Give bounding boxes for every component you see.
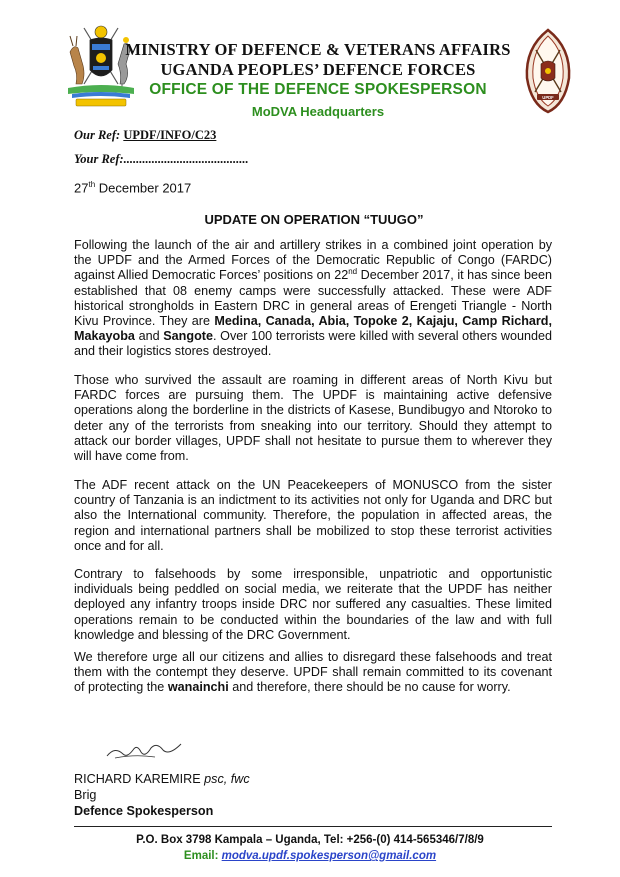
- our-reference: [74, 128, 216, 143]
- footer-address: P.O. Box 3798 Kampala – Uganda, Tel: +256-(0) 414-565346/7/8/9: [136, 834, 484, 846]
- office-heading: OFFICE OF THE DEFENCE SPOKESPERSON: [149, 81, 487, 98]
- signatory-title: Defence Spokesperson: [74, 804, 214, 818]
- paragraph-4: Contrary to falsehoods by some irresponsible, unpatriotic and opportunistic individuals being peddled on social media, we reiterate that the UPDF has neither deployed any infantry troops inside DRC nor suffered any casualties. These limited operations remain to be conducted within the boundaries of the law and with full knowledge and blessing of the DRC Government.: [74, 567, 552, 642]
- paragraph-5: We therefore urge all our citizens and allies to disregard these falsehoods and treat them with the contempt they deserve. UPDF shall remain committed to its covenant of protecting the wanainchi and therefore, there should be no cause for worry.: [74, 650, 552, 695]
- your-ref-value: ........................................: [123, 152, 249, 166]
- your-ref-label: Your Ref:: [74, 152, 124, 166]
- email-link[interactable]: modva.updf.spokesperson@gmail.com: [221, 850, 437, 862]
- paragraph-3: The ADF recent attack on the UN Peacekeepers of MONUSCO from the sister country of Tanzania is an indictment to its activities not only for Uganda and DRC but also the International community. Therefore, the population in affected areas, the region and international partners shall be mobilized to stop these terrorist activities once and for all.: [74, 478, 552, 553]
- paragraph-2: Those who survived the assault are roaming in different areas of North Kivu but FARDC forces are pursuing them. The UPDF is maintaining active defensive operations along the borderline in the districts of Kasese, Bundibugyo and Ntoroko to deter any of the terrorists from sneaking into our territory. Should they attempt to attack our border villages, UPDF shall not hesitate to pursue them to wherever they will have come from.: [74, 373, 552, 464]
- signature-icon: [105, 740, 185, 762]
- updf-heading: UGANDA PEOPLES’ DEFENCE FORCES: [160, 60, 476, 79]
- headquarters-heading: MoDVA Headquarters: [251, 104, 385, 119]
- letter-title: UPDATE ON OPERATION “TUUGO”: [204, 212, 424, 227]
- paragraph-1: Following the launch of the air and artillery strikes in a combined joint operation by the UPDF and the Armed Forces of the Democratic Republic of Congo (FARDC) against Allied Democratic Forces’ positions on 22nd December 2017, it has since been established that 08 enemy camps were successfully attacked. These were ADF historical strongholds in Eastern DRC in general areas of Erengeti Triangle - North Kivu Province. They are Medina, Canada, Abia, Topoke 2, Kajaju, Camp Richard, Makayoba and Sangote. Over 100 terrorists were killed with several others wounded and their logistics stores destroyed.: [74, 238, 552, 359]
- our-ref-value: UPDF/INFO/C23: [123, 128, 217, 142]
- emblem-motto: UPDF: [542, 95, 554, 100]
- your-reference: [74, 152, 249, 167]
- letter-date: 27th December 2017: [74, 180, 192, 196]
- ministry-heading: MINISTRY OF DEFENCE & VETERANS AFFAIRS: [125, 40, 511, 59]
- signatory-rank: Brig: [74, 788, 97, 802]
- footer-divider: [74, 826, 552, 827]
- footer-email: Email: modva.updf.spokesperson@gmail.com: [183, 850, 437, 862]
- signatory-name: RICHARD KAREMIRE psc, fwc: [74, 772, 250, 786]
- our-ref-label: Our Ref:: [74, 128, 121, 142]
